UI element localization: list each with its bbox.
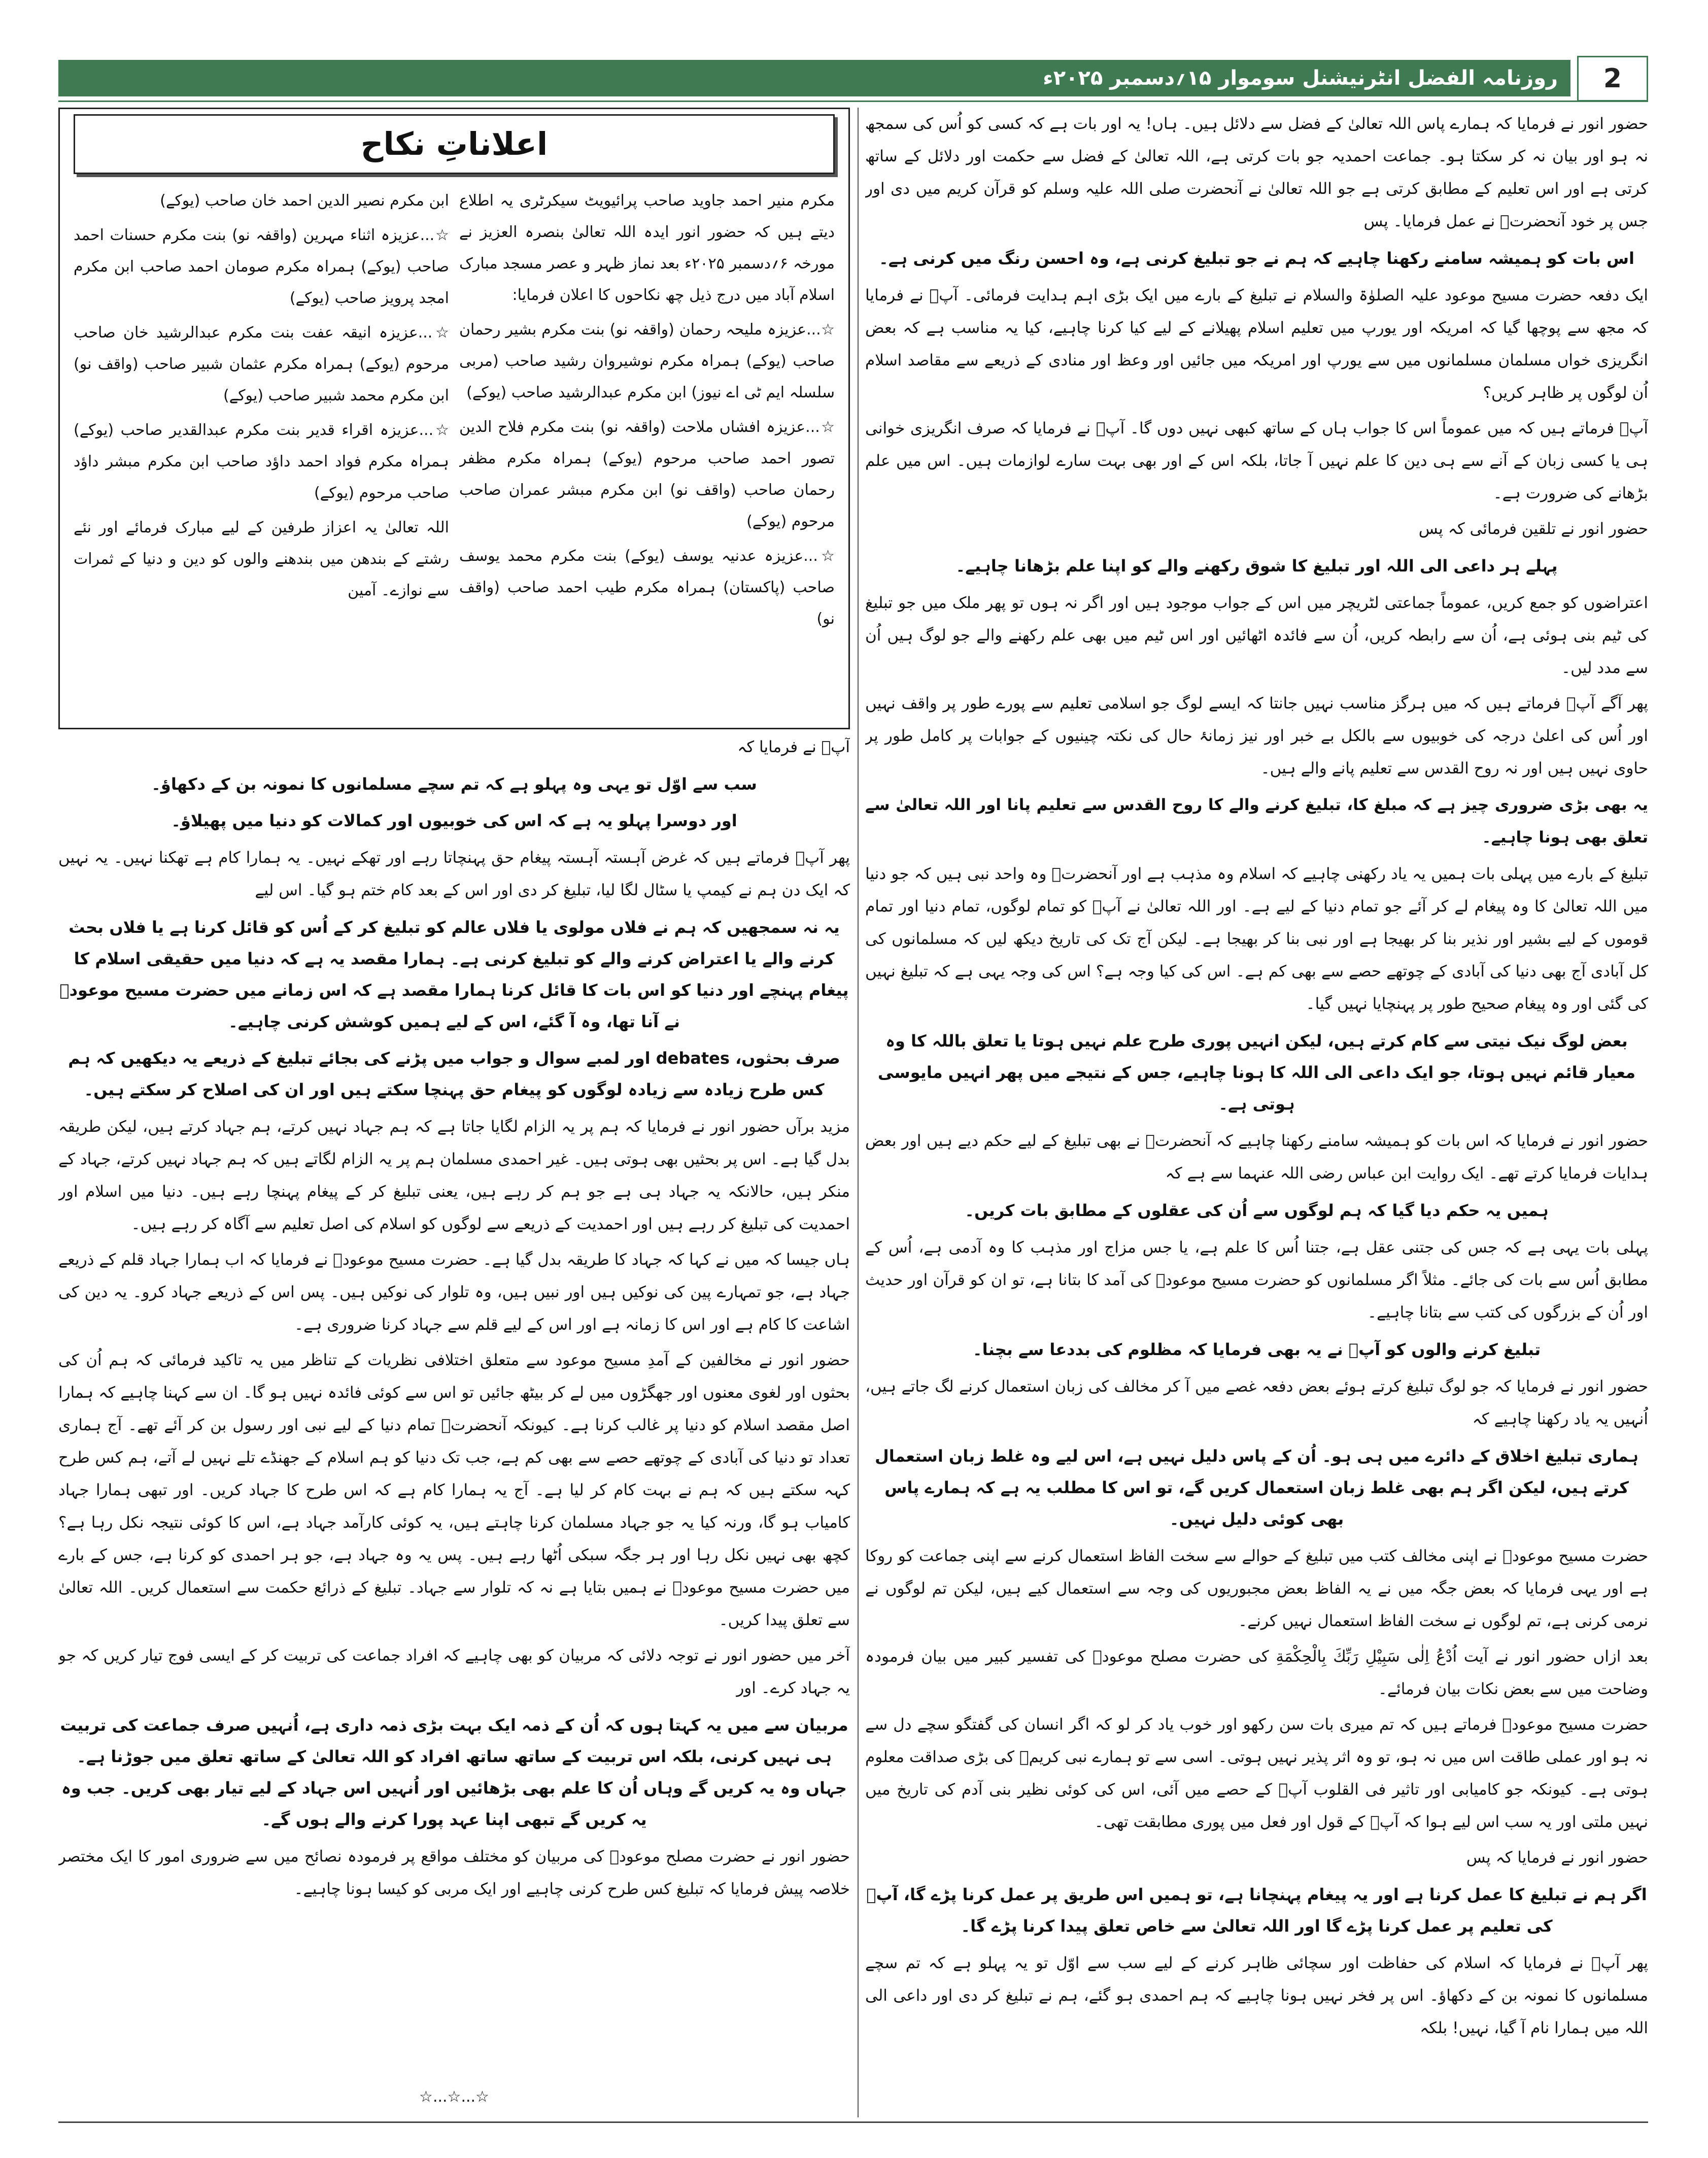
announcement-paragraph: ☆...عزیزہ ملیحہ رحمان (واقفہ نو) بنت مکرم بشیر رحمان صاحب (یوکے) ہمراہ مکرم نوشیروان رشید صاحب (مربی سلسلہ ایم ٹی اے نیوز) ابن مکرم عبدالرشید صاحب (یوکے) <box>459 321 835 401</box>
article-paragraph: پھر آپؑ نے فرمایا کہ اسلام کی حفاظت اور سچائی ظاہر کرنے کے لیے سب سے اوّل تو یہ پہلو ہے کہ تم سچے مسلمانوں کا نمونہ بن کے دکھاؤ۔ اس پر فخر نہیں ہونا چاہیے کہ ہم احمدی ہو گئے، ہم نے تبلیغ کر دی اور داعی الی اللہ میں ہمارا نام آ گیا، نہیں! بلکہ <box>865 1954 1648 2037</box>
article-paragraph: حضور انور نے تلقین فرمائی کہ پس <box>1418 520 1648 538</box>
highlighted-quote: ہمیں یہ حکم دیا گیا کہ ہم لوگوں سے اُن کی عقلوں کے مطابق بات کریں۔ <box>965 1201 1549 1220</box>
article-paragraph: پہلی بات یہی ہے کہ جس کی جتنی عقل ہے، جتنا اُس کا علم ہے، یا جس مزاج اور مذہب کا وہ آدمی ہے، اُس کے مطابق اُس سے بات کی جائے۔ مثلاً اگر مسلمانوں کو حضرت مسیح موعودؑ کی آمد کا بتانا ہے، تو ان کو قرآن اور حدیث اور اُن کے بزرگوں کی کتب سے بتانا چاہیے۔ <box>865 1238 1648 1322</box>
article-paragraph: بعد ازاں حضور انور نے آیت اُدْعُ اِلٰى سَبِيْلِ رَبِّكَ بِالْحِكْمَةِ کی حضرت مصلح موعودؓ کی تفسیر کبیر میں بیان فرمودہ وضاحت میں سے بعض نکات بیان فرمائے۔ <box>865 1647 1648 1698</box>
footer-divider <box>58 2121 1648 2123</box>
article-paragraph: اعتراضوں کو جمع کریں، عموماً جماعتی لٹریچر میں اس کے جواب موجود ہیں اور اگر نہ ہوں تو پھر ملک میں جو تبلیغ کی ٹیم بنی ہوئی ہے، اُن سے رابطہ کریں، اُن سے فائدہ اٹھائیں اور اس ٹیم میں بھی علم رکھنے والے جو لوگ ہیں اُن سے مدد لیں۔ <box>865 594 1648 677</box>
highlighted-quote: تبلیغ کرنے والوں کو آپؐ نے یہ بھی فرمایا کہ مظلوم کی بددعا سے بچنا۔ <box>972 1340 1541 1359</box>
article-paragraph: حضرت مسیح موعودؑ نے اپنی مخالف کتب میں تبلیغ کے حوالے سے سخت الفاظ استعمال کرنے سے اپنی جماعت کو روکا ہے اور یہی فرمایا کہ بعض جگہ میں نے یہ الفاظ بعض مجبوریوں کی وجہ سے استعمال کیے ہیں، لیکن تم لوگوں نے نرمی کرنی ہے، تم لوگوں نے سخت الفاظ استعمال نہیں کرنے۔ <box>865 1547 1648 1630</box>
highlighted-quote: یہ نہ سمجھیں کہ ہم نے فلاں مولوی یا فلاں عالم کو تبلیغ کر کے اُس کو قائل کرنا ہے یا فلاں بحث کرنے والے یا اعتراض کرنے والے کو تبلیغ کرنی ہے۔ ہمارا مقصد یہ ہے کہ دنیا میں حقیقی اسلام کا پیغام پہنچے اور دنیا کو اس بات کا قائل کرنا ہمارا مقصد ہے کہ اس زمانے میں حضرت مسیح موعودؑ نے آنا تھا، وہ آ گئے، اس کے لیے ہمیں کوشش کرنی چاہیے۔ <box>59 918 849 1031</box>
announcement-paragraph: مکرم منیر احمد جاوید صاحب پرائیویٹ سیکرٹری یہ اطلاع دیتے ہیں کہ حضور انور ایدہ اللہ تعالیٰ بنصرہ العزیز نے مورخہ ۶؍دسمبر ۲۰۲۵ء بعد نماز ظہر و عصر مسجد مبارک اسلام آباد میں درج ذیل چھ نکاحوں کا اعلان فرمایا: <box>459 192 835 304</box>
article-paragraph: حضور انور نے حضرت مصلح موعودؓ کی مربیان کو مختلف مواقع پر فرمودہ نصائح میں سے ضروری امور کا ایک مختصر خلاصہ پیش فرمایا کہ تبلیغ کس طرح کرنی چاہیے اور ایک مربی کو کیسا ہونا چاہیے۔ <box>58 1847 850 1898</box>
highlighted-quote: ہماری تبلیغ اخلاق کے دائرے میں ہی ہو۔ اُن کے پاس دلیل نہیں ہے، اس لیے وہ غلط زبان استعمال کرتے ہیں، لیکن اگر ہم بھی غلط زبان استعمال کریں گے، تو اس کا مطلب یہ ہے کہ ہمارے پاس بھی کوئی دلیل نہیں۔ <box>875 1446 1638 1529</box>
page-number: 2 <box>1603 63 1622 94</box>
article-paragraph: مزید برآں حضور انور نے فرمایا کہ ہم پر یہ الزام لگایا جاتا ہے کہ ہم جہاد نہیں کرتے، ہم جہاد کرتے ہیں، لیکن طریقہ بدل گیا ہے۔ اس پر بحثیں بھی ہوتی ہیں۔ غیر احمدی مسلمان ہم پر یہ الزام لگاتے ہیں کہ ہم جہاد نہیں کرتے، جہاد کے منکر ہیں، حالانکہ یہ جہاد ہی ہے جو ہم کر رہے ہیں، یعنی تبلیغ کر کے پیغام پہنچا رہے ہیں۔ دنیا میں اسلام اور احمدیت کی تبلیغ کر رہے ہیں اور احمدیت کے ذریعے سے لوگوں کو اسلام کی اصل تعلیم سے آگاہ کر رہے ہیں۔ <box>58 1118 850 1233</box>
newspaper-header-title: روزنامہ الفضل انٹرنیشنل سوموار ۱۵؍دسمبر ۲۰۲۵ء <box>1043 66 1558 90</box>
article-paragraph: آخر میں حضور انور نے توجہ دلائی کہ مربیان کو بھی چاہیے کہ افراد جماعت کی تربیت کر کے ایسی فوج تیار کریں کہ جو یہ جہاد کرے۔ اور <box>58 1646 850 1697</box>
announcement-paragraph: اللہ تعالیٰ یہ اعزاز طرفین کے لیے مبارک فرمائے اور نئے رشتے کے بندھن میں بندھنے والوں کو دین و دنیا کے ثمرات سے نوازے۔ آمین <box>74 519 449 599</box>
announcement-paragraph: ☆...عزیزہ افشاں ملاحت (واقفہ نو) بنت مکرم فلاح الدین تصور احمد صاحب مرحوم (یوکے) ہمراہ مکرم مظفر رحمان صاحب (واقف نو) ابن مکرم مبشر عمران صاحب مرحوم (یوکے) <box>459 418 835 530</box>
announcement-column-left <box>74 185 449 718</box>
highlighted-quote: بعض لوگ نیک نیتی سے کام کرتے ہیں، لیکن انہیں پوری طرح علم نہیں ہوتا یا تعلق باللہ کا وہ معیار قائم نہیں ہوتا، جو ایک داعی الی اللہ کا ہونا چاہیے، جس کے نتیجے میں پھر انہیں مایوسی ہوتی ہے۔ <box>877 1031 1636 1114</box>
article-paragraph: ایک دفعہ حضرت مسیح موعود علیہ الصلوٰۃ والسلام نے تبلیغ کے بارے میں ایک بڑی اہم ہدایت فرمائی۔ آپؑ نے فرمایا کہ مجھ سے پوچھا گیا کہ امریکہ اور یورپ میں تعلیم اسلام پھیلانے کے لیے کیا کرنا چاہیے، کیا یہ مناسب ہے کہ بعض انگریزی خواں مسلمان مسلمانوں میں سے یورپ اور امریکہ میں جائیں اور وعظ اور منادی کے ذریعے سے مقاصد اسلام اُن لوگوں پر ظاہر کریں؟ <box>865 286 1648 402</box>
highlighted-quote: سب سے اوّل تو یہی وہ پہلو ہے کہ تم سچے مسلمانوں کا نمونہ بن کے دکھاؤ۔ <box>151 774 757 794</box>
announcement-paragraph: ☆...عزیزہ اثناء مہرین (واقفہ نو) بنت مکرم حسنات احمد صاحب (یوکے) ہمراہ مکرم صومان احمد صاحب ابن مکرم امجد پرویز صاحب (یوکے) <box>74 226 449 307</box>
highlighted-quote: اگر ہم نے تبلیغ کا عمل کرنا ہے اور یہ پیغام پہنچانا ہے، تو ہمیں اس طریق پر عمل کرنا پڑے گا، آپؐ کی تعلیم پر عمل کرنا پڑے گا اور اللہ تعالیٰ سے خاص تعلق پیدا کرنا پڑے گا۔ <box>866 1885 1647 1936</box>
article-paragraph: ہاں جیسا کہ میں نے کہا کہ جہاد کا طریقہ بدل گیا ہے۔ حضرت مسیح موعودؑ نے فرمایا کہ اب ہمارا جہاد قلم کے ذریعے جہاد ہے، جو تمہارے پین کی نوکیں ہیں اور نبیں ہیں، وہ تلوار کی نوکیں ہیں۔ پس اس کے ذریعے جہاد کرو۔ یہ دین کی اشاعت کا کام ہے اور اس کا زمانہ ہے اور اس کے لیے قلم سے جہاد کرنا ضروری ہے۔ <box>58 1251 850 1334</box>
article-paragraph: آپؑ فرماتے ہیں کہ میں عموماً اس کا جواب ہاں کے ساتھ کبھی نہیں دوں گا۔ آپؑ نے فرمایا کہ صرف انگریزی خوانی ہی یا کسی زبان کے آنے سے ہی دین کا علم نہیں آ جاتا، بلکہ اس کے اور بھی بہت سارے لوازمات ہیں۔ اس میں علم بڑھانے کی ضرورت ہے۔ <box>865 419 1648 502</box>
highlighted-quote: اس بات کو ہمیشہ سامنے رکھنا چاہیے کہ ہم نے جو تبلیغ کرنی ہے، وہ احسن رنگ میں کرنی ہے۔ <box>879 249 1634 268</box>
article-paragraph: پھر آپؑ فرماتے ہیں کہ غرض آہستہ آہستہ پیغام حق پہنچاتا رہے اور تھکے نہیں۔ یہ ہمارا کام ہے تھکنا نہیں۔ یہ نہیں کہ ایک دن ہم نے کیمپ یا سٹال لگا لیا، تبلیغ کر دی اور اس کے بعد کام ختم ہو گیا۔ اس لیے <box>58 849 850 899</box>
article-paragraph: حضرت مسیح موعودؑ فرماتے ہیں کہ تم میری بات سن رکھو اور خوب یاد کر لو کہ اگر انسان کی گفتگو سچے دل سے نہ ہو اور عملی طاقت اس میں نہ ہو، تو وہ اثر پذیر نہیں ہوتی۔ اسی سے تو ہمارے نبی کریمؐ کی بڑی صداقت معلوم ہوتی ہے۔ کیونکہ جو کامیابی اور تاثیر فی القلوب آپؐ کے حصے میں آئی، اس کی کوئی نظیر بنی آدم کی تاریخ میں نہیں ملتی اور یہ سب اس لیے ہوا کہ آپؐ کے قول اور فعل میں پوری مطابقت تھی۔ <box>865 1715 1648 1831</box>
end-stars: ☆...☆...☆ <box>419 2088 489 2106</box>
announcement-paragraph: ابن مکرم نصیر الدین احمد خان صاحب (یوکے) <box>160 192 449 210</box>
article-paragraph: آپؑ نے فرمایا کہ <box>737 738 850 756</box>
article-paragraph: حضور انور نے فرمایا کہ پس <box>1466 1848 1648 1867</box>
highlighted-quote: مربیان سے میں یہ کہتا ہوں کہ اُن کے ذمہ ایک بہت بڑی ذمہ داری ہے، اُنہیں صرف جماعت کی تربیت ہی نہیں کرنی، بلکہ اس تربیت کے ساتھ ساتھ افراد کو اللہ تعالیٰ کے ساتھ تعلق میں جوڑنا ہے۔ جہاں وہ یہ کریں گے وہاں اُن کا علم بھی بڑھائیں اور اُنہیں اس جہاد کے لیے تیار بھی کریں۔ جب وہ یہ کریں گے تبھی اپنا عہد پورا کرنے والے ہوں گے۔ <box>60 1715 848 1829</box>
announcement-paragraph: ☆...عزیزہ انیقہ عفت بنت مکرم عبدالرشید خان صاحب مرحوم (یوکے) ہمراہ مکرم عثمان شبیر صاحب (واقف نو) ابن مکرم محمد شبیر صاحب (یوکے) <box>74 324 449 404</box>
column-separator <box>858 108 859 2117</box>
article-paragraph: حضور انور نے فرمایا کہ اس بات کو ہمیشہ سامنے رکھنا چاہیے کہ آنحضرتؐ نے بھی تبلیغ کے لیے حکم دیے ہیں اور بعض ہدایات فرمایا کرتے تھے۔ ایک روایت ابن عباس رضی اللہ عنہما سے ہے کہ <box>865 1132 1648 1183</box>
article-paragraph: حضور انور نے فرمایا کہ جو لوگ تبلیغ کرتے ہوئے بعض دفعہ غصے میں آ کر مخالف کی زبان استعمال کرنے لگ جاتے ہیں، اُنہیں یہ یاد رکھنا چاہیے کہ <box>865 1377 1648 1428</box>
article-paragraph: پھر آگے آپؑ فرماتے ہیں کہ میں ہرگز مناسب نہیں جانتا کہ ایسے لوگ جو اسلامی تعلیم سے پورے طور پر واقف نہیں اور اُس کی اعلیٰ درجہ کی خوبیوں سے بالکل بے خبر اور نیز زمانۂ حال کی نکتہ چینیوں کے جوابات پر کامل طور پر حاوی نہیں ہیں اور نہ روح القدس سے تعلیم پانے والے ہیں۔ <box>865 694 1648 778</box>
highlighted-quote: اور دوسرا پہلو یہ ہے کہ اس کی خوبیوں اور کمالات کو دنیا میں پھیلاؤ۔ <box>171 811 737 830</box>
announcement-column-right <box>459 185 835 718</box>
announcement-title: اعلاناتِ نکاح <box>360 125 548 162</box>
highlighted-quote: صرف بحثوں، debates اور لمبے سوال و جواب میں پڑنے کی بجائے تبلیغ کے ذریعے یہ دیکھیں کہ ہم کس طرح زیادہ سے زیادہ لوگوں کو پیغام حق پہنچا سکتے ہیں اور ان کی اصلاح کر سکتے ہیں۔ <box>68 1049 840 1099</box>
announcement-paragraph: ☆...عزیزہ اقراء قدیر بنت مکرم عبدالقدیر صاحب (یوکے) ہمراہ مکرم فواد احمد داؤد صاحب ابن مکرم مبشر داؤد صاحب مرحوم (یوکے) <box>74 421 449 502</box>
article-paragraph: حضور انور نے فرمایا کہ ہمارے پاس اللہ تعالیٰ کے فضل سے دلائل ہیں۔ ہاں! یہ اور بات ہے کہ کسی کو اُس کی سمجھ نہ ہو اور بیان نہ کر سکتا ہو۔ جماعت احمدیہ جو بات کرتی ہے، اللہ تعالیٰ کے فضل سے حکمت اور دلائل کے ساتھ کرتی ہے اور اس تعلیم کے مطابق کرتی ہے جو اللہ تعالیٰ نے آنحضرت صلی اللہ علیہ وسلم کو قرآن کریم میں دی اور جس پر خود آنحضرتؐ نے عمل فرمایا۔ پس <box>865 115 1648 230</box>
highlighted-quote: پہلے ہر داعی الی اللہ اور تبلیغ کا شوق رکھنے والے کو اپنا علم بڑھانا چاہیے۔ <box>955 556 1558 576</box>
article-paragraph: تبلیغ کے بارے میں پہلی بات ہمیں یہ یاد رکھنی چاہیے کہ اسلام وہ مذہب ہے اور آنحضرتؐ وہ واحد نبی ہیں کہ جو دنیا میں اللہ تعالیٰ کا وہ پیغام لے کر آئے جو تمام دنیا کے لیے ہے۔ اور اللہ تعالیٰ نے آپؐ کو تمام لوگوں، تمام دنیا اور تمام قوموں کے لیے بشیر اور نذیر بنا کر بھیجا ہے اور نبی بنا کر بھیجا ہے۔ لیکن آج تک کی تاریخ دیکھ لیں کہ مسلمانوں کی کل آبادی آج بھی دنیا کی آبادی کے چوتھے حصے سے بھی کم ہے۔ اس کی کیا وجہ ہے؟ اس کی وجہ یہی ہے کہ تبلیغ نہیں کی گئی اور وہ پیغام صحیح طور پر پہنچایا نہیں گیا۔ <box>865 865 1648 1013</box>
highlighted-quote: یہ بھی بڑی ضروری چیز ہے کہ مبلغ کا، تبلیغ کرنے والے کا روح القدس سے تعلیم پانا اور اللہ تعالیٰ سے تعلق بھی ہونا چاہیے۔ <box>865 796 1648 847</box>
header-divider <box>58 100 1648 102</box>
right-article-column <box>865 108 1648 2117</box>
article-paragraph: حضور انور نے مخالفین کے آمدِ مسیح موعود سے متعلق اختلافی نظریات کے تناظر میں یہ تاکید فرمائی کہ ہم اُن کی بحثوں اور لغوی معنوں اور جھگڑوں میں لے کر بیٹھ جائیں تو اس سے کوئی فائدہ نہیں ہو گا۔ ان سے کہنا چاہیے کہ ہمارا اصل مقصد اسلام کو دنیا پر غالب کرنا ہے۔ کیونکہ آنحضرتؐ تمام دنیا کے لیے نبی اور رسول بن کر آئے تھے۔ آج ہماری تعداد تو دنیا کی آبادی کے چوتھے حصے سے بھی کم ہے، جب تک دنیا کو ہم اسلام کے جھنڈے تلے نہیں لے آتے، ہم کس طرح کہہ سکتے ہیں کہ ہم نے بہت کام کر لیا ہے۔ آج یہ ہمارا کام ہے کہ اس طرح کا جہاد کریں۔ اور تبھی ہمارا جہاد کامیاب ہو گا، ورنہ کیا یہ جو جہاد مسلمان کرنا چاہتے ہیں، یہ کوئی کارآمد جہاد ہے، اس کا کوئی نتیجہ نکل رہا ہے؟ کچھ بھی نہیں نکل رہا اور ہر جگہ سبکی اُٹھا رہے ہیں۔ پس یہ وہ جہاد ہے، جو ہر احمدی کو کرنا ہے، جس کے بارے میں حضرت مسیح موعودؑ نے ہمیں بتایا ہے نہ کہ تلوار سے جہاد۔ تبلیغ کے ذرائع حکمت سے استعمال کریں۔ اللہ تعالیٰ سے تعلق پیدا کریں۔ <box>58 1351 850 1629</box>
announcement-paragraph: ☆...عزیزہ عدنیہ یوسف (یوکے) بنت مکرم محمد یوسف صاحب (پاکستان) ہمراہ مکرم طیب احمد صاحب (واقف نو) <box>459 547 835 628</box>
left-article-column <box>58 731 850 2101</box>
